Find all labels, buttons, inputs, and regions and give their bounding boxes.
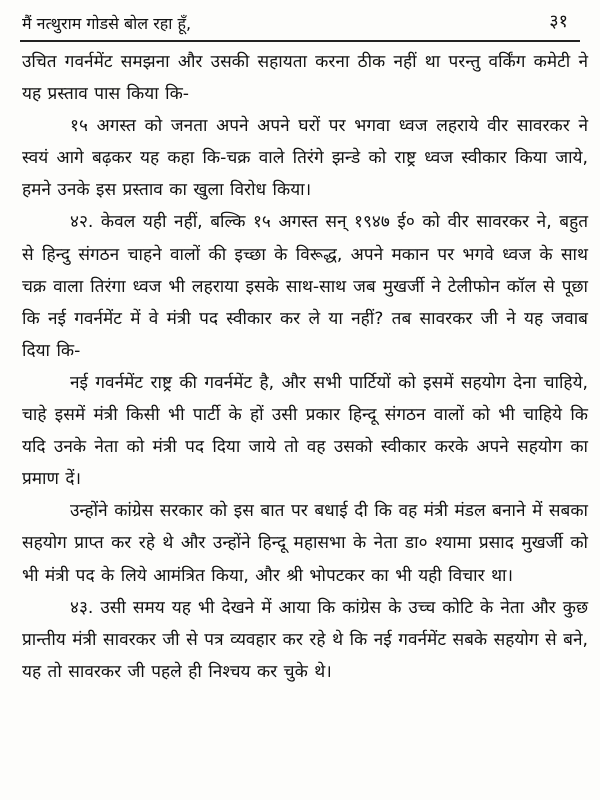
running-header-title: मैं नत्थुराम गोडसे बोल रहा हूँ, — [22, 14, 192, 33]
paragraph: उन्होंने कांग्रेस सरकार को इस बात पर बधाई दी कि वह मंत्री मंडल बनाने में सबका सहयोग प्राप्त कर रहे थे और उन्होंने हिन्दू महासभा के नेता डा० श्यामा प्रसाद मुखर्जी को भी मंत्री पद के लिये आमंत्रित किया, और श्री भोपटकर का भी यही विचार था। — [22, 501, 588, 586]
paragraph-43: ४३. उसी समय यह भी देखने में आया कि कांग्रेस के उच्च कोटि के नेता और कुछ प्रान्तीय मंत्री सावरकर जी से पत्र व्यवहार कर रहे थे कि नई गवर्नमेंट सबके सहयोग से बने, यह तो सावरकर जी पहले ही निश्चय कर चुके थे। — [22, 597, 588, 682]
paragraph: नई गवर्नमेंट राष्ट्र की गवर्नमेंट है, और सभी पार्टियों को इसमें सहयोग देना चाहिये, चाहे इसमें मंत्री किसी भी पार्टी के हों उसी प्रकार हिन्दू संगठन वालों को भी चाहिये कि यदि उनके नेता को मंत्री पद दिया जाये तो वह उसको स्वीकार करके अपने सहयोग का प्रमाण दें। — [22, 372, 588, 490]
page-header — [0, 0, 600, 44]
page-number: ३१ — [549, 11, 568, 32]
page-body — [22, 46, 588, 688]
paragraph: उचित गवर्नमेंट समझना और उसकी सहायता करना ठीक नहीं था परन्तु वर्किंग कमेटी ने यह प्रस्ताव पास किया कि- — [22, 52, 588, 105]
paragraph: १५ अगस्त को जनता अपने अपने घरों पर भगवा ध्वज लहराये वीर सावरकर ने स्वयं आगे बढ़कर यह कहा कि-चक्र वाले तिरंगे झन्डे को राष्ट्र ध्वज स्वीकार किया जाये, हमने उनके इस प्रस्ताव का खुला विरोध किया। — [22, 116, 588, 201]
header-rule — [20, 40, 580, 42]
paragraph-42: ४२. केवल यही नहीं, बल्कि १५ अगस्त सन् १९४७ ई० को वीर सावरकर ने, बहुत से हिन्दु संगठन चाहने वालों की इच्छा के विरूद्ध, अपने मकान पर भगवे ध्वज के साथ चक्र वाला तिरंगा ध्वज भी लहराया इसके साथ-साथ जब मुखर्जी ने टेलीफोन कॉल से पूछा कि नई गवर्नमेंट में वे मंत्री पद स्वीकार कर ले या नहीं? तब सावरकर जी ने यह जवाब दिया कि- — [22, 212, 588, 361]
